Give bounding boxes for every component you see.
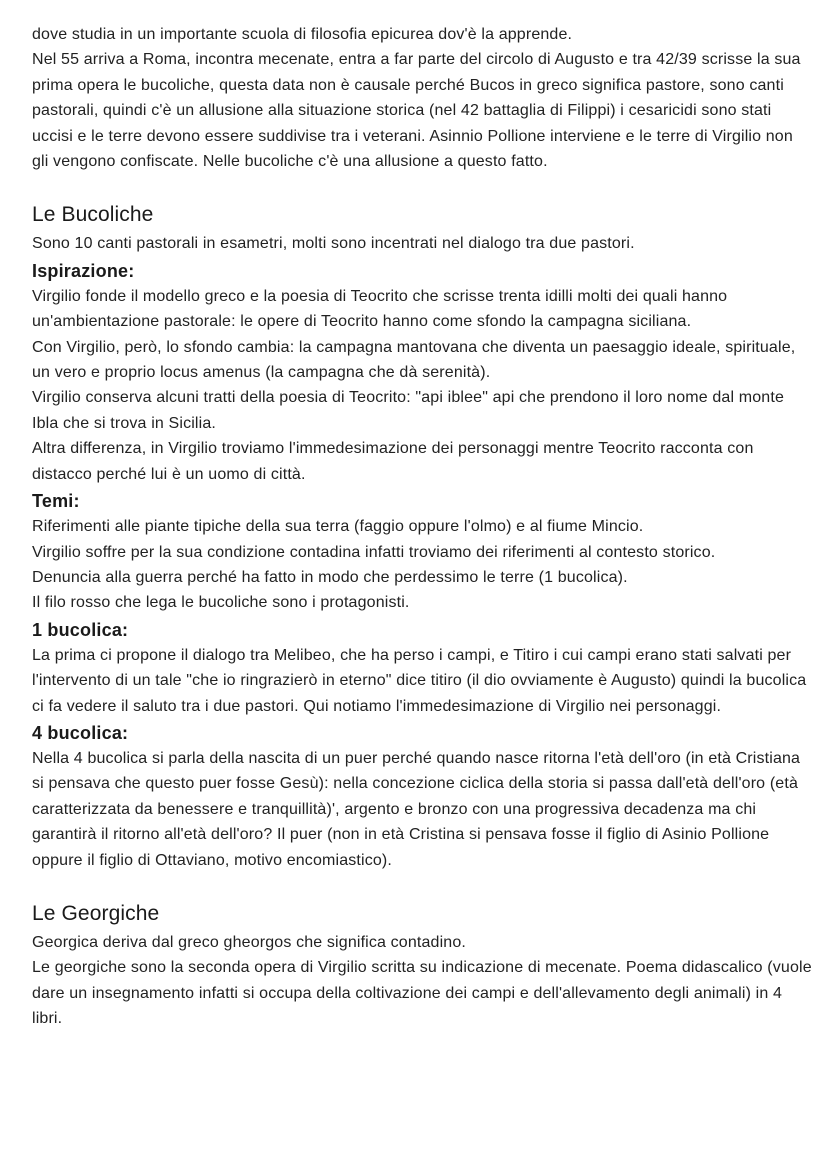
- subheading-bucolica-1: 1 bucolica:: [32, 619, 129, 640]
- temi-paragraph-4: Il filo rosso che lega le bucoliche sono i protagonisti.: [32, 594, 410, 612]
- subheading-temi: Temi:: [32, 491, 80, 512]
- temi-paragraph-3: Denuncia alla guerra perché ha fatto in modo che perdessimo le terre (1 bucolica).: [32, 568, 628, 586]
- ispirazione-paragraph-2: Con Virgilio, però, lo sfondo cambia: la campagna mantovana che diventa un paesaggio ideale, spirituale, un vero e proprio locus amenus (la campagna che dà serenità).: [32, 338, 796, 382]
- section-heading-bucoliche: Le Bucoliche: [32, 203, 154, 227]
- bucolica-4-paragraph: Nella 4 bucolica si parla della nascita di un puer perché quando nasce ritorna l'età dell'oro (in età Cristiana si pensava che questo puer fosse Gesù): nella concezione ciclica della storia si passa dall'età dell'oro (età caratterizzata da benessere e tranquillità)', argento e bronzo con una progressiva decadenza ma chi garantirà il ritorno all'età dell'oro? Il puer (non in età Cristina si pensava fosse il figlio di Asinio Pollione oppure il figlio di Ottaviano, motivo encomiastico).: [32, 749, 801, 869]
- bucoliche-intro: Sono 10 canti pastorali in esametri, molti sono incentrati nel dialogo tra due pastori.: [32, 235, 635, 253]
- subheading-bucolica-4: 4 bucolica:: [32, 722, 129, 743]
- intro-paragraph-1: dove studia in un importante scuola di filosofia epicurea dov'è la apprende.: [32, 26, 573, 43]
- georgiche-paragraph-1: Georgica deriva dal greco gheorgos che significa contadino.: [32, 933, 466, 951]
- section-heading-georgiche: Le Georgiche: [32, 901, 160, 925]
- temi-paragraph-1: Riferimenti alle piante tipiche della sua terra (faggio oppure l'olmo) e al fiume Mincio.: [32, 518, 644, 536]
- document-page: [32, 22, 812, 1032]
- ispirazione-paragraph-3: Virgilio conserva alcuni tratti della poesia di Teocrito: "api iblee" api che prendono il loro nome dal monte Ibla che si trova in Sicilia.: [32, 389, 784, 432]
- subheading-ispirazione: Ispirazione:: [32, 260, 135, 281]
- ispirazione-paragraph-1: Virgilio fonde il modello greco e la poesia di Teocrito che scrisse trenta idilli molti dei quali hanno un'ambientazione pastorale: le opere di Teocrito hanno come sfondo la campagna siciliana.: [32, 287, 728, 331]
- georgiche-paragraph-2: Le georgiche sono la seconda opera di Virgilio scritta su indicazione di mecenate. Poema didascalico (vuole dare un insegnamento infatti si occupa della coltivazione dei campi e dell'allevamento degli animali) in 4 libri.: [32, 959, 812, 1028]
- ispirazione-paragraph-4: Altra differenza, in Virgilio troviamo l'immedesimazione dei personaggi mentre Teocrito racconta con distacco perché lui è un uomo di città.: [32, 440, 754, 483]
- temi-paragraph-2: Virgilio soffre per la sua condizione contadina infatti troviamo dei riferimenti al contesto storico.: [32, 543, 716, 561]
- bucolica-1-paragraph: La prima ci propone il dialogo tra Melibeo, che ha perso i campi, e Titiro i cui campi erano stati salvati per l'intervento di un tale "che io ringrazierò in eterno" dice titiro (il dio ovviamente è Augusto) quindi la bucolica ci fa vedere il saluto tra i due pastori. Qui notiamo l'immedesimazione di Virgilio nei personaggi.: [32, 646, 807, 715]
- intro-paragraph-2: Nel 55 arriva a Roma, incontra mecenate, entra a far parte del circolo di Augusto e tra 42/39 scrisse la sua prima opera le bucoliche, questa data non è causale perché Bucos in greco significa pastore, sono canti pastorali, quindi c'è un allusione alla situazione storica (nel 42 battaglia di Filippi) i cesaricidi sono stati uccisi e le terre devono essere suddivise tra i veterani. Asinnio Pollione interviene e le terre di Virgilio non gli vengono confiscate. Nelle bucoliche c'è una allusione a questo fatto.: [32, 51, 801, 171]
